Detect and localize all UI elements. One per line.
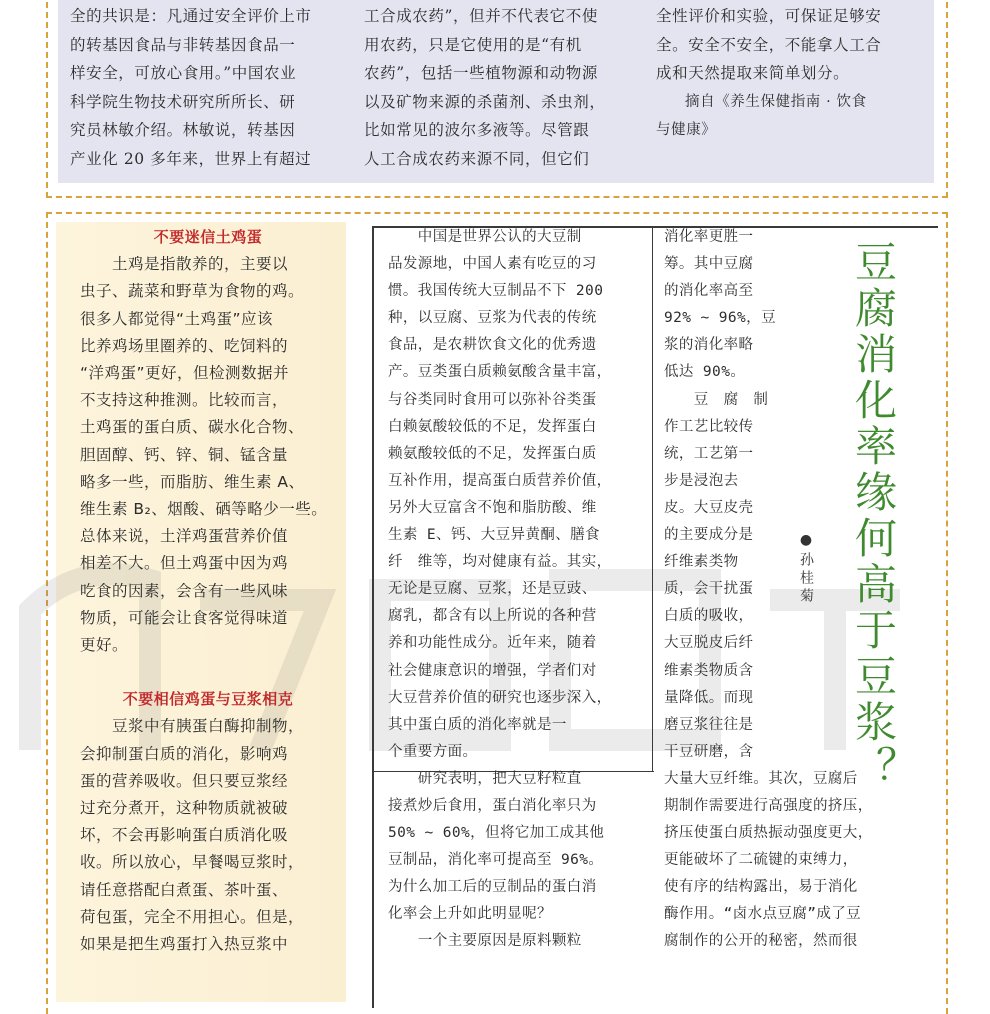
sidebar-heading-egg-soymilk: 不要相信鸡蛋与豆浆相克 — [122, 690, 294, 709]
text-line: 统，工艺第一 — [664, 445, 754, 462]
article-author: ●孙桂菊 — [798, 532, 814, 606]
text-line: 豆制品，消化率可提高至 96%。 — [388, 852, 604, 869]
text-line: 纤维素类物 — [664, 554, 739, 571]
text-line: 用农药，只是它使用的是“有机 — [364, 35, 582, 54]
article-column-1 — [388, 224, 644, 956]
text-line: 会抑制蛋白质的消化，影响鸡 — [80, 744, 289, 763]
text-line: 科学院生物技术研究所所长、研 — [70, 92, 296, 111]
text-line: 低达 90%。 — [664, 364, 746, 381]
text-line: 大量大豆纤维。其次，豆腐后 — [664, 770, 858, 787]
text-line: 一个主要原因是原料颗粒 — [388, 933, 582, 950]
text-line: 使有序的结构露出，易于消化 — [664, 879, 858, 896]
text-line: 种，以豆腐、豆浆为代表的传统 — [388, 310, 597, 327]
text-line: 很多人都觉得“土鸡蛋”应该 — [80, 309, 274, 328]
text-line: 92% ~ 96%，豆 — [664, 310, 776, 327]
text-line: 比如常见的波尔多液等。尽管跟 — [364, 121, 590, 140]
previous-article-column-3 — [656, 2, 881, 145]
text-line: 更好。 — [80, 636, 129, 655]
text-line: 接煮炒后食用，蛋白消化率只为 — [388, 797, 597, 814]
text-line: 比养鸡场里圈养的、吃饲料的 — [80, 336, 289, 355]
text-line: 化率会上升如此明显呢？ — [388, 906, 552, 923]
source-citation: 摘自《养生保健指南 · 饮食 — [685, 93, 867, 110]
text-line: 相差不大。但土鸡蛋中因为鸡 — [80, 554, 289, 573]
text-line: 吃食的因素，会含有一些风味 — [80, 581, 289, 600]
text-line: 农药”，包括一些植物源和动物源 — [364, 64, 598, 83]
text-line: 蛋的营养吸收。但只要豆浆经 — [80, 771, 289, 790]
text-line: 请任意搭配白煮蛋、茶叶蛋、 — [80, 880, 289, 899]
text-line: 究员林敏介绍。林敏说，转基因 — [70, 121, 296, 140]
column-divider — [652, 226, 653, 771]
text-line: 量降低。而现 — [664, 689, 754, 706]
text-line: 消化率更胜一 — [664, 229, 754, 245]
text-line: 筹。其中豆腐 — [664, 256, 754, 273]
text-line: 质，会干扰蛋 — [664, 581, 754, 598]
text-line: 不支持这种推测。比较而言， — [80, 391, 289, 410]
text-line: 食品，是农耕饮食文化的优秀遗 — [388, 337, 597, 354]
text-line: 维素类物质含 — [664, 662, 754, 679]
text-line: 其中蛋白质的消化率就是一 — [388, 716, 567, 733]
text-line: 养和功能性成分。近年来，随着 — [388, 635, 597, 652]
text-line: 社会健康意识的增强，学者们对 — [388, 662, 597, 679]
text-line: 的转基因食品与非转基因食品一 — [70, 35, 296, 54]
text-line: 样安全，可放心食用。”中国农业 — [70, 64, 297, 83]
text-line: 全性评价和实验，可保证足够安 — [656, 7, 882, 25]
text-line: 白质的吸收， — [664, 608, 754, 625]
previous-article-column-2 — [364, 2, 606, 174]
text-line: 个重要方面。 — [388, 743, 478, 760]
text-line: 土鸡蛋的蛋白质、碳水化合物、 — [80, 418, 305, 437]
text-line: 收。所以放心，早餐喝豆浆时， — [80, 853, 305, 872]
text-line: 豆 腐 制 — [664, 391, 769, 408]
text-line: 50% ~ 60%，但将它加工成其他 — [388, 825, 605, 842]
text-line: 总体来说，土洋鸡蛋营养价值 — [80, 527, 289, 546]
text-line: 互补作用，提高蛋白质营养价值， — [388, 472, 612, 489]
text-line: 白赖氨酸较低的不足，发挥蛋白 — [388, 418, 597, 435]
text-line: 全的共识是：凡通过安全评价上市 — [70, 7, 312, 25]
text-line: 工合成农药”，但并不代表它不使 — [364, 7, 598, 25]
text-line: 胆固醇、钙、锌、铜、锰含量 — [80, 445, 289, 464]
previous-article-column-1 — [70, 2, 312, 174]
text-line: 土鸡是指散养的，主要以 — [80, 255, 289, 274]
text-line: 豆浆中有胰蛋白酶抑制物， — [80, 717, 305, 736]
text-line: 步是浸泡去 — [664, 472, 739, 489]
text-line: 无论是豆腐、豆浆，还是豆豉、 — [388, 581, 597, 598]
text-line: 纤 维等，均对健康有益。其实， — [388, 554, 612, 571]
text-line: 大豆脱皮后纤 — [664, 635, 754, 652]
text-line: 惯。我国传统大豆制品不下 200 — [388, 283, 604, 300]
text-line: 过充分煮开，这种物质就被破 — [80, 799, 289, 818]
text-line: 干豆研磨，含 — [664, 743, 754, 760]
text-line: 人工合成农药来源不同，但它们 — [364, 149, 590, 168]
text-line: 的主要成分是 — [664, 527, 754, 544]
text-line: 另外大豆富含不饱和脂肪酸、维 — [388, 499, 597, 516]
sidebar-heading-free-range-eggs: 不要迷信土鸡蛋 — [153, 228, 263, 246]
text-line: 产。豆类蛋白质赖氨酸含量丰富， — [388, 364, 612, 381]
text-line: “洋鸡蛋”更好，但检测数据并 — [80, 364, 290, 383]
text-line: 浆的消化率略 — [664, 337, 754, 354]
text-line: 的消化率高至 — [664, 283, 754, 300]
text-line: 磨豆浆往往是 — [664, 716, 754, 733]
text-line: 生素 E、钙、大豆异黄酮、膳食 — [388, 527, 600, 544]
text-line: 以及矿物来源的杀菌剂、杀虫剂， — [364, 92, 606, 111]
text-line: 作工艺比较传 — [664, 418, 754, 435]
text-line: 研究表明，把大豆籽粒直 — [388, 770, 582, 787]
text-line: 与谷类同时食用可以弥补谷类蛋 — [388, 391, 597, 408]
text-line: 如果是把生鸡蛋打入热豆浆中 — [80, 935, 289, 954]
text-line: 腐乳，都含有以上所说的各种营 — [388, 608, 597, 625]
text-line: 维生素 B₂、烟酸、硒等略少一些。 — [80, 500, 328, 519]
text-line: 腐制作的公开的秘密，然而很 — [664, 933, 858, 950]
text-line: 荷包蛋，完全不用担心。但是， — [80, 907, 305, 926]
article-title: 豆腐消化率缘何高于豆浆？ — [849, 240, 898, 792]
text-line: 期制作需要进行高强度的挤压， — [664, 797, 873, 814]
source-citation-cont: 与健康》 — [656, 122, 717, 139]
text-line: 虫子、蔬菜和野草为食物的鸡。 — [80, 282, 305, 301]
text-line: 大豆营养价值的研究也逐步深入， — [388, 689, 612, 706]
sidebar-text — [80, 224, 336, 958]
text-line: 产业化 20 多年来，世界上有超过 — [70, 149, 312, 168]
text-line: 品发源地，中国人素有吃豆的习 — [388, 256, 597, 273]
text-line: 全。安全不安全，不能拿人工合 — [656, 35, 882, 54]
text-line: 成和天然提取来简单划分。 — [656, 64, 850, 83]
text-line: 酶作用。“卤水点豆腐”成了豆 — [664, 906, 862, 923]
text-line: 略多一些，而脂肪、维生素 A、 — [80, 472, 305, 491]
text-line: 挤压使蛋白质热振动强度更大， — [664, 825, 873, 842]
text-line: 更能破坏了二硫键的束缚力， — [664, 852, 858, 869]
text-line: 中国是世界公认的大豆制 — [388, 229, 582, 245]
text-line: 皮。大豆皮壳 — [664, 499, 754, 516]
text-line: 物质，可能会让食客觉得味道 — [80, 608, 289, 627]
text-line: 坏，不会再影响蛋白质消化吸 — [80, 826, 289, 845]
text-line: 为什么加工后的豆制品的蛋白消 — [388, 879, 597, 896]
text-line: 赖氨酸较低的不足，发挥蛋白质 — [388, 445, 597, 462]
